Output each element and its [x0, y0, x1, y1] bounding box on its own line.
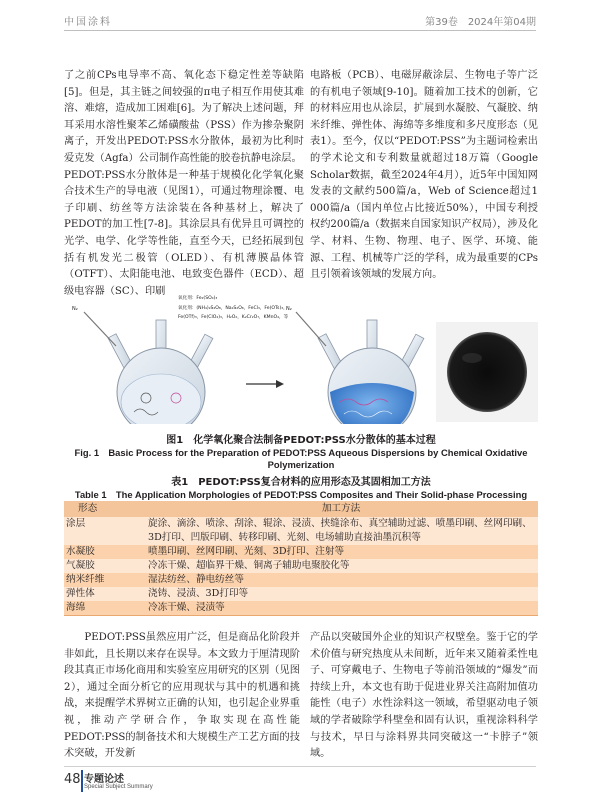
- issue-info: 第39卷 2024年第04期: [425, 17, 536, 28]
- table-header-row: [64, 501, 538, 517]
- body-column-right: [310, 68, 538, 284]
- page-number: 48: [64, 772, 81, 787]
- figure-1: [64, 292, 538, 424]
- table-caption: 表1 PEDOT:PSS复合材料的应用形态及其固相加工方法: [171, 477, 431, 488]
- n2-label: N₂: [286, 306, 292, 312]
- table-row: [64, 545, 538, 559]
- table-header: 形态: [64, 501, 144, 517]
- figure-caption: 图1 化学氧化聚合法制备PEDOT:PSS水分散体的基本过程: [166, 435, 436, 446]
- table-header: 加工方法: [144, 501, 538, 517]
- paragraph: 电路板（PCB）、电磁屏蔽涂层、生物电子等广泛的有机电子领域[9-10]。随着加工技术的创新，它的材料应用也从涂层，扩展到水凝胶、气凝胶、纳米纤维、弹性体、海绵等多维度和多尺度形态（见表1）。至今，仅以“PEDOT:PSS”为主题词检索出的学术论文和专利数量就超过18万篇（Google Scholar数据，截至2024年4月），近5年中国知网发表的文献约500篇/a，Web of Science超过1 000篇/a（国内单位占比接近50%），中国专利授权约200篇/a（数据来自国家知识产权局），涉及化学、材料、生物、物理、电子、医学、环境、能源、工程、机械等广泛的学科，成为最重要的CPs且引领着该领域的发展方向。: [310, 70, 538, 281]
- table-cell-form: 水凝胶: [64, 545, 144, 559]
- table-cell-method: 喷墨印刷、丝网印刷、光刻、3D打印、注射等: [144, 545, 538, 559]
- n2-label: N₂: [72, 306, 78, 312]
- table-row: [64, 559, 538, 573]
- process-arrow-icon: [246, 380, 284, 388]
- table-cell-form: 气凝胶: [64, 559, 144, 573]
- oxidant-label: Fe(OTf)₃，Fe(ClO₄)₃，H₂O₂，K₂Cr₂O₇，KMnO₄，等: [178, 315, 289, 320]
- table-row: [64, 573, 538, 587]
- table-cell-method: 湿法纺丝、静电纺丝等: [144, 573, 538, 587]
- paragraph: 产品以突破国外企业的知识产权壁垒。鉴于它的学术价值与研究热度从未间断，近年来又随着柔性电子、可穿戴电子、生物电子等前沿领域的“爆发”而持续上升，本文也有助于促进业界关注高附加值功能性（电子）水性涂料这一领域，希望驱动电子领域的学者破除学科壁垒和固有认识，重视涂料科学与技术，早日与涂料界共同突破这一“卡脖子”领域。: [310, 632, 538, 760]
- body-column-left: [64, 68, 304, 300]
- body-column-left-lower: [64, 630, 300, 763]
- paragraph: 了之前CPs电导率不高、氧化态下稳定性差等缺陷[5]。但是，其主链之间较强的π电子相互作用使其难溶、难熔，造成加工困难[6]。为了解决上述问题，拜耳采用水溶性聚苯乙烯磺酸盐（PSS）作为掺杂聚阴离子，开发出PEDOT:PSS水分散体，最初为比利时爱克发（Agfa）公司制作高性能的胶卷抗静电涂层。: [64, 70, 304, 164]
- table-cell-form: 涂层: [64, 517, 144, 545]
- oxidant-label: 氧化剂：Fe₂(SO₄)₃: [178, 296, 218, 301]
- footer-bar: [81, 770, 83, 792]
- table-row: [64, 587, 538, 601]
- paragraph: PEDOT:PSS水分散体是一种基于规模化化学氧化聚合技术生产的导电液（见图1），可通过物理涂覆、电子印刷、纺丝等方法涂装在各种基材上，解决了PEDOT的加工性[7-8]。其涂层具有优异且可调控的光学、电学、化学等性能，直至今天，已经拓展到包括有机发光二极管（OLED）、有机薄膜晶体管（OTFT）、太阳能电池、电致变色器件（ECD）、超级电容器（SC）、印刷: [64, 169, 304, 297]
- figure-caption-en: Fig. 1 Basic Process for the Preparation of PEDOT:PSS Aqueous Dispersions by Chemical Oxidative Polymerization: [74, 447, 528, 470]
- table-cell-method: 冷冻干燥、超临界干燥、铜离子辅助电聚胶化等: [144, 559, 538, 573]
- table-cell-form: 海绵: [64, 601, 144, 616]
- reaction-flask-left: [84, 312, 213, 424]
- section-title-en: Special Subject Summary: [84, 784, 153, 790]
- body-column-right-lower: [310, 630, 538, 763]
- paragraph: PEDOT:PSS虽然应用广泛，但是商品化阶段并非如此，且长期以来存在误导。本文致力于厘清现阶段其真正市场化商用和实验室应用研究的区别（见图2），通过全面分析它的应用现状与其中的机遇和挑战，来提醒学术界树立正确的认知，也引起企业界重视，推动产学研合作，争取实现在高性能PEDOT:PSS的制备技术和大规模生产工艺方面的技术突破，开发新: [64, 632, 300, 760]
- table-row: [64, 601, 538, 616]
- header-rule: [64, 30, 536, 31]
- section-title: 专题论述: [84, 774, 124, 785]
- table-cell-form: 纳米纤维: [64, 573, 144, 587]
- dispersion-photo: [436, 322, 538, 422]
- table-cell-method: 冷冻干燥、浸渍等: [144, 601, 538, 616]
- table-cell-method: 浇铸、浸渍、3D打印等: [144, 587, 538, 601]
- reaction-flask-right: [296, 312, 424, 424]
- table-cell-method: 旋涂、滴涂、喷涂、刮涂、辊涂、浸渍、挟缝涂布、真空辅助过滤、喷墨印刷、丝网印刷、3D打印、凹版印刷、转移印刷、光刻、电场辅助直接油墨沉积等: [144, 517, 538, 545]
- table-caption-en: Table 1 The Application Morphologies of PEDOT:PSS Composites and Their Solid-phase Processing: [74, 489, 528, 500]
- journal-name: 中国涂料: [64, 17, 112, 28]
- morphology-table: [64, 501, 538, 616]
- footer-rule: [64, 766, 536, 767]
- table-cell-form: 弹性体: [64, 587, 144, 601]
- table-row: [64, 517, 538, 545]
- oxidant-label: 氧化剂：(NH₄)₂S₂O₈，Na₂S₂O₈，FeCl₃，Fe(OTs)₃，: [178, 306, 288, 311]
